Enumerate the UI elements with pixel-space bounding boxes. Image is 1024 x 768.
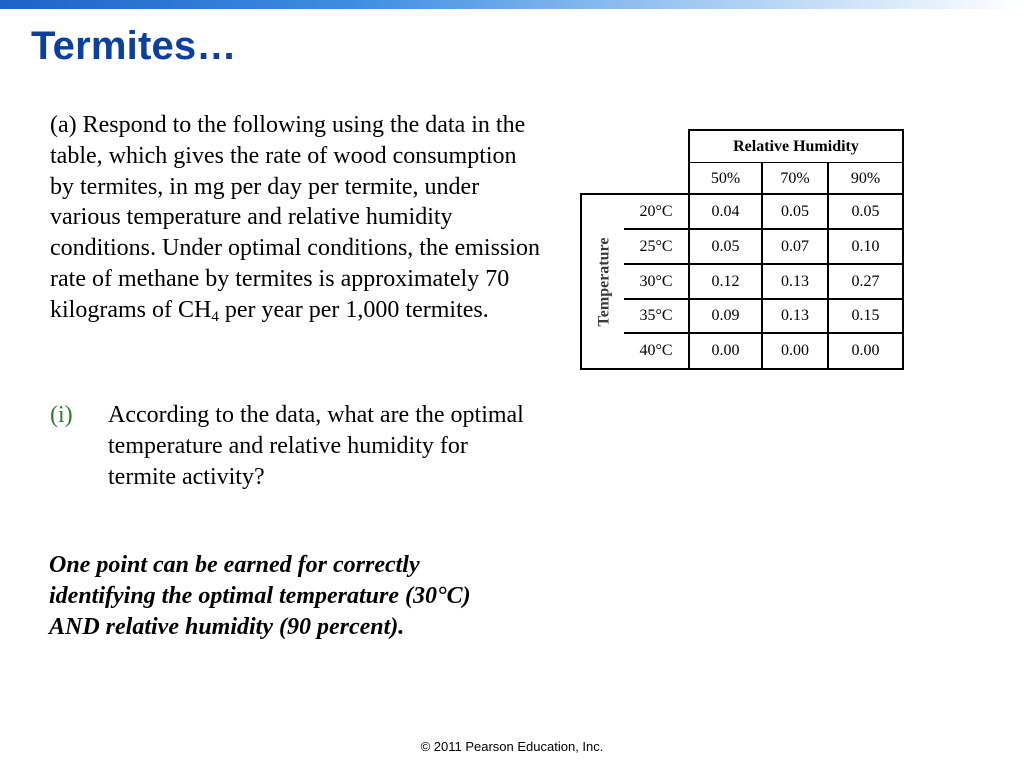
- item-number: (i): [50, 402, 73, 428]
- column-header: 70%: [780, 169, 810, 187]
- table-cell: 0.07: [781, 237, 809, 255]
- row-label: 25°C: [639, 237, 673, 255]
- table-cell: 0.10: [851, 237, 880, 255]
- table-border: [688, 129, 904, 131]
- table-cell: 0.15: [851, 307, 880, 324]
- table-cell: 0.05: [711, 237, 740, 255]
- table-cell: 0.00: [781, 342, 809, 359]
- top-accent-bar: [0, 0, 1024, 9]
- table-cell: 0.13: [781, 307, 809, 324]
- slide-title: Termites…: [31, 24, 237, 68]
- row-label: 40°C: [639, 342, 673, 359]
- column-header: 50%: [710, 169, 741, 187]
- table-cell: 0.00: [711, 342, 740, 359]
- item-text: According to the data, what are the optimal temperature and relative humidity for termite activity?: [108, 402, 524, 490]
- copyright-footer: © 2011 Pearson Education, Inc.: [420, 739, 604, 754]
- table-cell: 0.00: [851, 342, 880, 359]
- paragraph-text-end: per year per 1,000 termites.: [218, 296, 489, 323]
- subscript-4: 4: [211, 308, 219, 325]
- table-cell: 0.05: [851, 202, 880, 220]
- column-header: 90%: [850, 169, 881, 187]
- table-cell: 0.04: [711, 202, 740, 220]
- table-cell: 0.12: [711, 272, 740, 290]
- table-cell: 0.05: [781, 202, 809, 220]
- scoring-note: One point can be earned for correctly identifying the optimal temperature (30°C) AND relative humidity (90 percent).: [49, 552, 471, 640]
- table-cell: 0.27: [851, 272, 880, 290]
- row-label: 35°C: [639, 307, 673, 324]
- row-label: 20°C: [639, 202, 673, 220]
- column-group-header: Relative Humidity: [733, 138, 859, 155]
- row-label: 30°C: [639, 272, 673, 290]
- table-border: [690, 162, 902, 163]
- table-cell: 0.09: [711, 307, 740, 324]
- table-border: [580, 368, 904, 370]
- paragraph-text: (a) Respond to the following using the data in the table, which gives the rate of wood consumption by termites, in mg per day per termite, under various temperature and relative humidity conditions. Under optimal conditions, the emission rate of methane by termites is approximately 70 kilograms of CH: [50, 112, 540, 323]
- question-paragraph: [50, 110, 540, 326]
- row-group-label: Temperature: [595, 237, 612, 327]
- table-cell: 0.13: [781, 272, 809, 290]
- table-border: [580, 193, 582, 370]
- row-group-header: [586, 226, 622, 338]
